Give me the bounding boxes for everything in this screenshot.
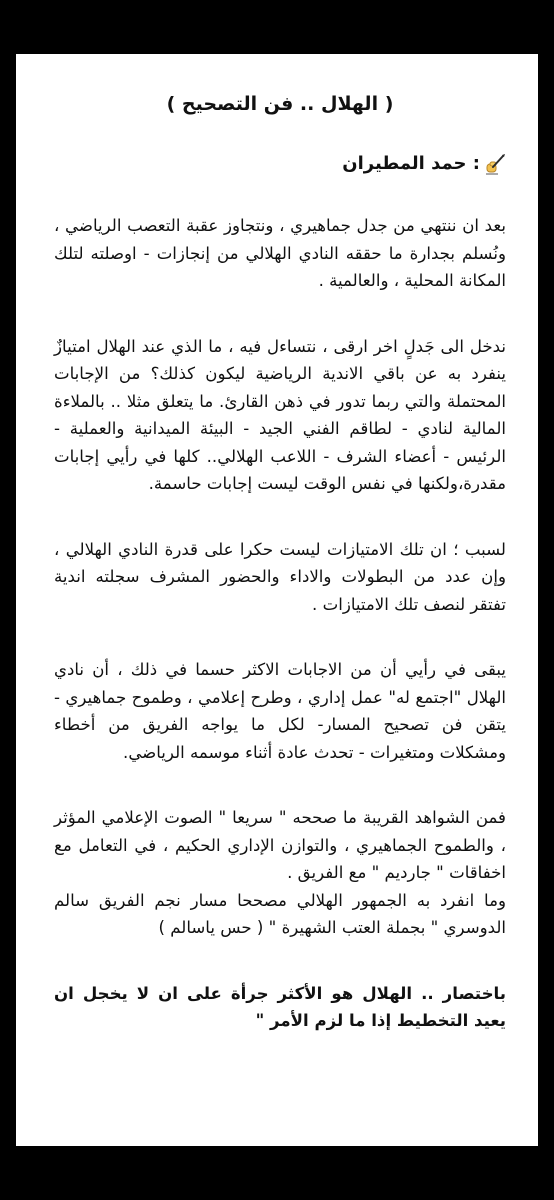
paragraph-evidence: فمن الشواهد القريبة ما صححه " سريعا " الصوت الإعلامي المؤثر ، والطموح الجماهيري ، والتوازن الإداري الحكيم ، في التعامل مع اخفاقات " جارديم " مع الفريق . bbox=[54, 808, 506, 882]
paragraph-reason: لسبب ؛ ان تلك الامتيازات ليست حكرا على قدرة النادي الهلالي ، وإن عدد من البطولات والاداء والحضور المشرف سجلته اندية تفتقر لنصف تلك الامتيازات . bbox=[54, 539, 506, 614]
paragraph-fans: وما انفرد به الجمهور الهلالي مصححا مسار نجم الفريق سالم الدوسري " بجملة العتب الشهيرة " ( حس ياسالم ) bbox=[54, 890, 506, 937]
paragraph-opinion: يبقى في رأيي أن من الاجابات الاكثر حسما في ذلك ، أن نادي الهلال "اجتمع له" عمل إداري ، وطرح إعلامي ، وطموح جماهيري - يتقن فن تصحيح المسار- لكل ما يواجه الفريق من أخطاء ومشكلات ومتغيرات - تحدث عادة أثناء موسمه الرياضي. bbox=[54, 660, 506, 762]
writing-hand-icon bbox=[484, 153, 506, 175]
document-page bbox=[16, 54, 538, 1146]
paragraph-question: ندخل الى جَدلٍ اخر ارقى ، نتساءل فيه ، ما الذي عند الهلال امتيازٌ ينفرد به عن باقي الاندية الرياضية ليكون كذلك؟ من الإجابات المحتملة والتي ربما تدور في ذهن القارئ. ما يتعلق مثلا .. بالملاءة المالية لنادي - لطاقم الفني الجيد - البيئة الميدانية والعملية - الرئيس - أعضاء الشرف - اللاعب الهلالي.. كلها في رأيي إجابات مقدرة،ولكنها في نفس الوقت ليست إجابات حاسمة. bbox=[54, 336, 506, 493]
paragraph-intro: بعد ان ننتهي من جدل جماهيري ، ونتجاوز عقبة التعصب الرياضي ، ونُسلم بجدارة ما حققه النادي الهلالي من إنجازات - اوصلته لتلك المكانة المحلية ، والعالمية . bbox=[54, 216, 506, 290]
paragraph-conclusion: باختصار .. الهلال هو الأكثر جرأة على ان لا يخجل ان يعيد التخطيط إذا ما لزم الأمر " bbox=[54, 983, 506, 1030]
author-name: : حمد المطيران bbox=[342, 153, 480, 174]
article-title: ( الهلال .. فن التصحيح ) bbox=[166, 93, 394, 115]
article-body bbox=[16, 92, 538, 1035]
author-line bbox=[54, 152, 506, 176]
